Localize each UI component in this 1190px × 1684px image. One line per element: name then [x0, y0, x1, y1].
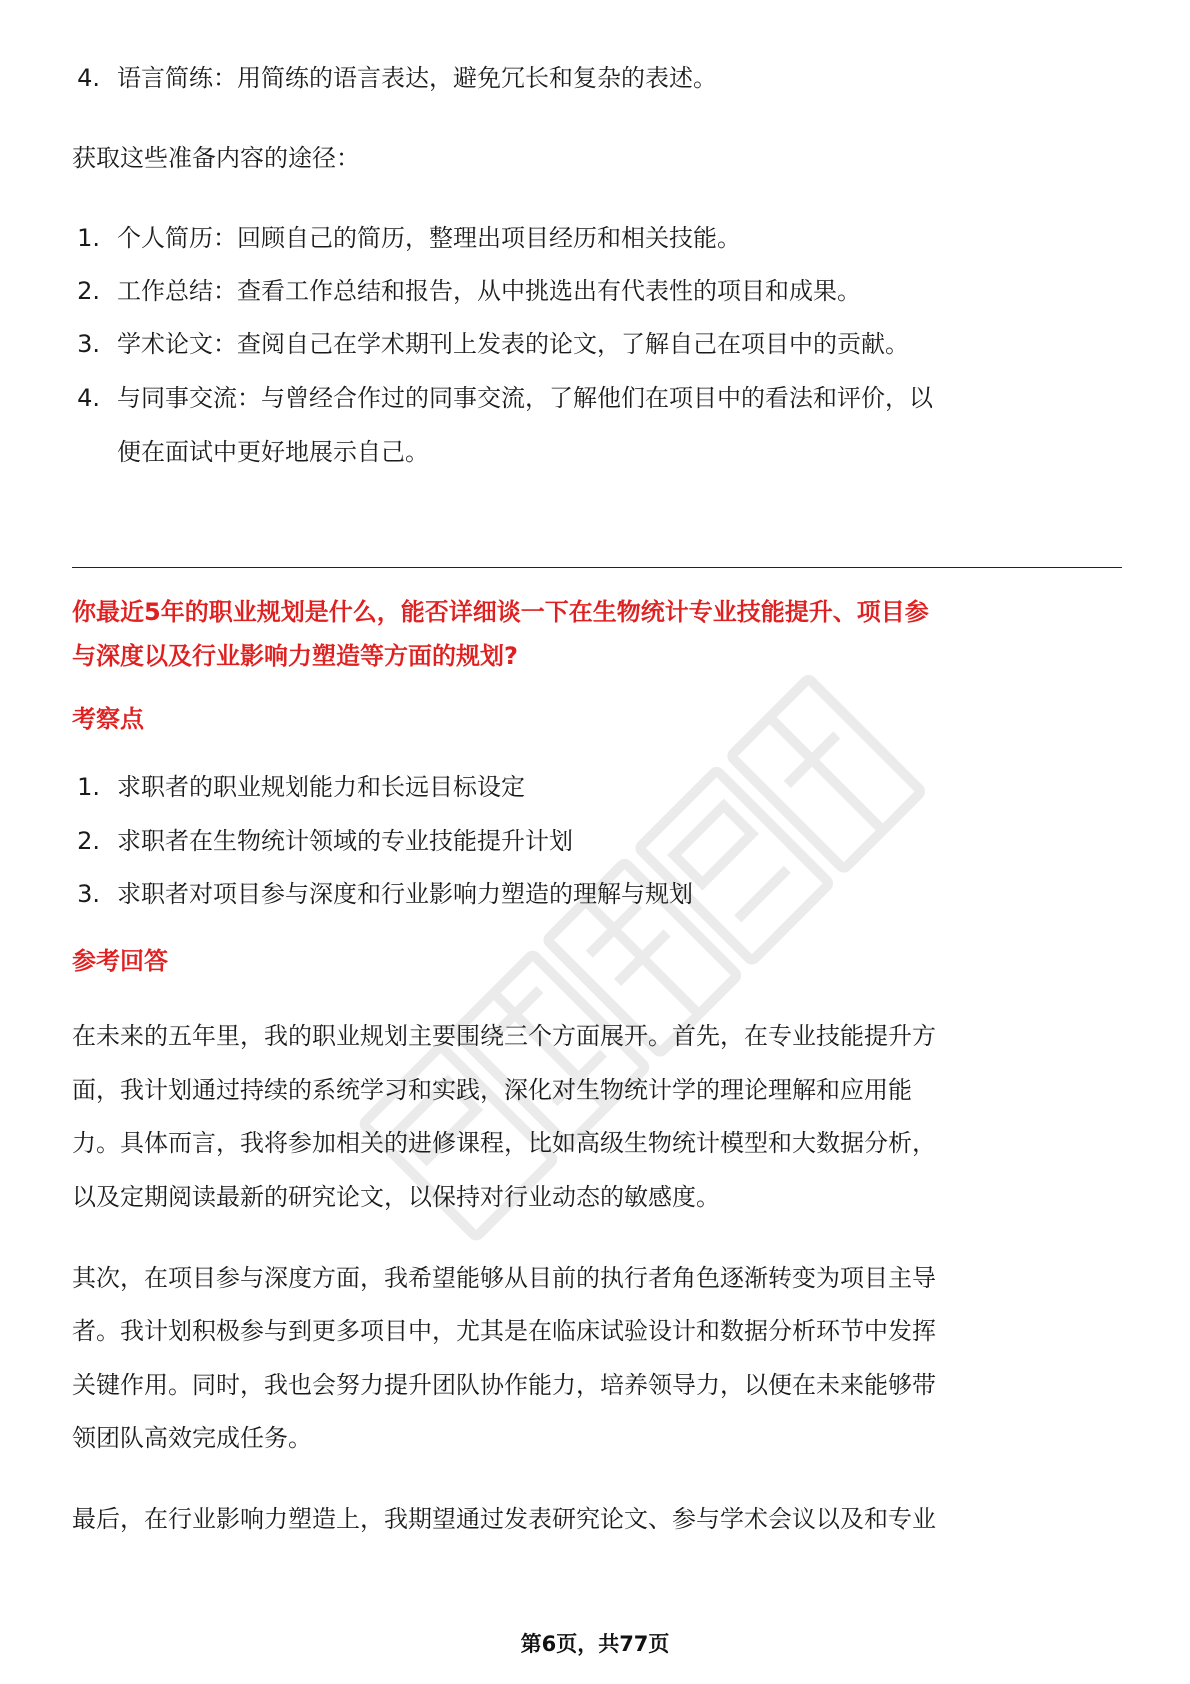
list-item: 求职者对项目参与深度和行业影响力塑造的理解与规划	[117, 880, 693, 908]
list-item: 语言简练：用简练的语言表达，避免冗长和复杂的表述。	[117, 64, 717, 92]
list-item: 求职者在生物统计领域的专业技能提升计划	[117, 827, 573, 855]
section-heading-answer: 参考回答	[72, 947, 168, 975]
paragraph-line: 在未来的五年里，我的职业规划主要围绕三个方面展开。首先，在专业技能提升方	[72, 1022, 936, 1050]
list-item: 个人简历：回顾自己的简历，整理出项目经历和相关技能。	[117, 224, 741, 252]
list-number: 2.	[77, 277, 100, 305]
list-item: 与同事交流：与曾经合作过的同事交流，了解他们在项目中的看法和评价，以	[117, 384, 933, 412]
list-number: 3.	[77, 880, 100, 908]
paragraph-line: 领团队高效完成任务。	[72, 1424, 312, 1452]
list-number: 1.	[77, 773, 100, 801]
list-number: 4.	[77, 384, 100, 412]
paragraph-line: 最后，在行业影响力塑造上，我期望通过发表研究论文、参与学术会议以及和专业	[72, 1505, 936, 1533]
paragraph-line: 其次，在项目参与深度方面，我希望能够从目前的执行者角色逐渐转变为项目主导	[72, 1264, 936, 1292]
list-number: 4.	[77, 64, 100, 92]
page-footer: 第6页，共77页	[520, 1632, 670, 1656]
paths-intro: 获取这些准备内容的途径：	[72, 144, 360, 172]
list-number: 3.	[77, 330, 100, 358]
list-item: 工作总结：查看工作总结和报告，从中挑选出有代表性的项目和成果。	[117, 277, 861, 305]
section-divider	[72, 567, 1122, 568]
question-title: 你最近5年的职业规划是什么，能否详细谈一下在生物统计专业技能提升、项目参	[72, 598, 929, 626]
list-number: 1.	[77, 224, 100, 252]
question-title-continuation: 与深度以及行业影响力塑造等方面的规划?	[72, 642, 518, 670]
list-item: 求职者的职业规划能力和长远目标设定	[117, 773, 525, 801]
paragraph-line: 面，我计划通过持续的系统学习和实践，深化对生物统计学的理论理解和应用能	[72, 1076, 912, 1104]
section-heading-kaochadian: 考察点	[72, 705, 144, 733]
list-item: 学术论文：查阅自己在学术期刊上发表的论文，了解自己在项目中的贡献。	[117, 330, 909, 358]
paragraph-line: 以及定期阅读最新的研究论文，以保持对行业动态的敏感度。	[72, 1183, 720, 1211]
paragraph-line: 力。具体而言，我将参加相关的进修课程，比如高级生物统计模型和大数据分析，	[72, 1129, 936, 1157]
list-item-continuation: 便在面试中更好地展示自己。	[117, 438, 429, 466]
paragraph-line: 者。我计划积极参与到更多项目中，尤其是在临床试验设计和数据分析环节中发挥	[72, 1317, 936, 1345]
list-number: 2.	[77, 827, 100, 855]
paragraph-line: 关键作用。同时，我也会努力提升团队协作能力，培养领导力，以便在未来能够带	[72, 1371, 936, 1399]
